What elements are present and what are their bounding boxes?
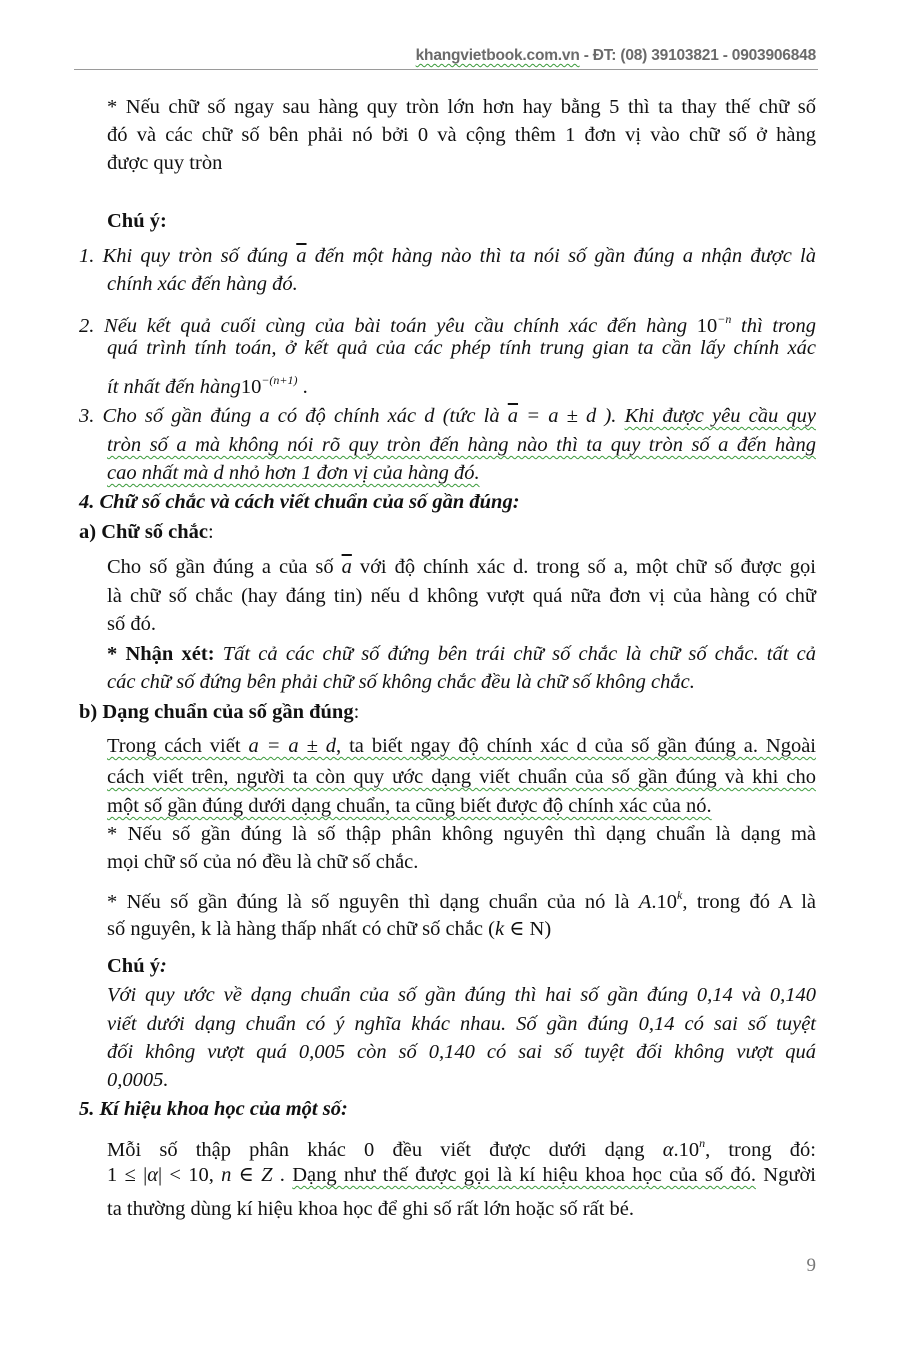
text-run: Z (261, 1164, 273, 1186)
header-rule (74, 69, 818, 70)
text-run: . (272, 1164, 293, 1186)
text-line (107, 460, 480, 486)
text-line (79, 489, 520, 515)
text-run: viết dưới dạng chuẩn có ý nghĩa khác nhau. Số gần đúng 0,14 có sai số tuyệt (107, 1013, 816, 1035)
header-contact: - ĐT: (08) 39103821 - 0903906848 (579, 47, 816, 64)
text-line (107, 882, 817, 913)
header-site: khangvietbook.com.vn (415, 47, 580, 64)
text-line (107, 1130, 816, 1161)
text-run: số nguyên, k là hàng thấp nhất có chữ số chắc (107, 918, 489, 940)
text-run: 10 (696, 315, 718, 337)
text-run: , ta biết ngay độ chính xác d của số gần đúng a. Ngoài (336, 735, 816, 757)
text-run: n (221, 1164, 232, 1186)
text-run: 10 (240, 376, 262, 398)
text-line (107, 122, 816, 148)
text-line (79, 699, 359, 725)
text-run: thì trong (731, 315, 816, 337)
text-run: ( (488, 918, 495, 940)
text-line (79, 403, 816, 429)
text-run: 2. Nếu kết quả cuối cùng của bài toán yêu cầu chính xác đến hàng (79, 315, 697, 337)
superscript: −(n+1) (261, 373, 298, 387)
text-line (107, 94, 816, 120)
text-run: * Nhận xét: (107, 643, 223, 665)
text-line (79, 519, 214, 545)
text-run: cao nhất mà d nhỏ hơn 1 đơn vị của hàng đó. (107, 462, 480, 484)
text-line (107, 611, 156, 637)
text-run: , trong đó A là (682, 891, 817, 913)
text-run: 3. Cho số gần đúng a có độ chính xác d (tức là (79, 405, 508, 427)
text-line (107, 733, 816, 759)
text-run: Dạng như thế được gọi là kí hiệu khoa học của số đó. (292, 1164, 756, 1186)
text-run: là chữ số chắc (hay đáng tin) nếu d không vượt quá nữa đơn vị của hàng có chữ (107, 585, 816, 607)
text-run: 5. Kí hiệu khoa học của một số: (79, 1098, 348, 1120)
text-run: k (494, 918, 505, 940)
text-run: .10 (651, 891, 677, 913)
text-run: đó và các chữ số bên phải nó bởi 0 và cộng thêm 1 đơn vị vào chữ số ở hàng (107, 124, 816, 146)
text-run: ∈ (231, 1164, 262, 1186)
text-run: : (208, 521, 214, 543)
text-run: , trong đó: (705, 1139, 816, 1161)
text-line (107, 1162, 816, 1188)
text-run: $\overline{a}$ (507, 405, 519, 427)
text-run: * Nếu chữ số ngay sau hàng quy tròn lớn hơn hay bằng 5 thì ta thay thế chữ số (107, 96, 816, 118)
text-line (107, 849, 418, 875)
text-run: * Nếu số gần đúng là số thập phân không nguyên thì dạng chuẩn là dạng mà (107, 823, 816, 845)
text-run: Trong cách viết (107, 735, 249, 757)
text-run: α (147, 1164, 158, 1186)
text-run: b) Dạng chuẩn của số gần đúng (79, 701, 354, 723)
superscript: −n (717, 312, 732, 326)
text-run: Với quy ước về dạng chuẩn của số gần đúng thì hai số gần đúng 0,14 và 0,140 (107, 984, 816, 1006)
text-run: * Nếu số gần đúng là số nguyên thì dạng chuẩn của nó là (107, 891, 639, 913)
text-line (107, 1039, 816, 1065)
text-run: tròn số a mà không nói rõ quy tròn đến hàng nào thì ta quy tròn số a đến hàng (107, 434, 816, 456)
text-run: Cho số gần đúng a của số (107, 556, 342, 578)
text-run: = a ± d (258, 735, 337, 757)
text-run: ta thường dùng kí hiệu khoa học để ghi số rất lớn hoặc số rất bé. (107, 1198, 634, 1220)
text-run: các chữ số đứng bên phải chữ số không chắc đều là chữ số không chắc. (107, 671, 695, 693)
text-run: : (159, 955, 167, 977)
text-line (107, 271, 298, 297)
text-line (107, 982, 816, 1008)
text-run: đến một hàng nào thì ta nói số gần đúng a nhận được là (306, 245, 816, 267)
text-run: số đó. (107, 613, 156, 635)
text-line (107, 554, 816, 580)
text-line (107, 150, 222, 176)
text-line (107, 953, 167, 979)
superscript: k (677, 888, 683, 902)
text-line (79, 1096, 348, 1122)
text-line (79, 243, 816, 269)
text-run: quá trình tính toán, ở kết quả của các phép tính trung gian ta cần lấy chính xác (107, 337, 816, 359)
text-run: với độ chính xác d. trong số a, một chữ số được gọi (351, 556, 816, 578)
page-number: 9 (806, 1255, 816, 1276)
text-run: Người (756, 1164, 816, 1186)
text-run: Chú ý (107, 955, 160, 977)
text-run: 1. Khi quy tròn số đúng (79, 245, 297, 267)
text-line (107, 764, 816, 790)
text-run: | < 10, (157, 1164, 222, 1186)
text-line (107, 1196, 634, 1222)
text-line (107, 432, 816, 458)
text-run: Mỗi số thập phân khác 0 đều viết được dưới dạng (107, 1139, 663, 1161)
text-line (107, 367, 308, 400)
text-run: Khi được yêu cầu quy (624, 405, 816, 427)
text-run: 4. Chữ số chắc và cách viết chuẩn của số gần đúng: (79, 491, 520, 513)
text-run: Tất cả các chữ số đứng bên trái chữ số chắc là chữ số chắc. tất cả (222, 643, 816, 665)
text-line (107, 821, 816, 847)
superscript: n (699, 1136, 706, 1150)
text-run: a (248, 735, 259, 757)
text-run: $\overline{a}$ (341, 556, 352, 578)
text-run: 1 ≤ | (107, 1164, 148, 1186)
text-line (107, 793, 712, 819)
text-line (107, 583, 816, 609)
text-run: ít nhất đến hàng (107, 376, 241, 398)
text-run: ∈ N) (504, 918, 552, 940)
text-run: : (353, 701, 360, 723)
text-run: α (662, 1139, 674, 1161)
text-line (107, 641, 816, 667)
text-line (107, 335, 816, 361)
text-run: . (297, 376, 308, 398)
text-run: một số gần đúng dưới dạng chuẩn, ta cũng biết được độ chính xác của nó. (107, 795, 712, 817)
text-run: được quy tròn (107, 152, 223, 174)
text-line (107, 208, 167, 234)
text-run: .10 (673, 1139, 700, 1161)
text-run: 0,0005. (107, 1069, 169, 1091)
text-line (107, 1067, 169, 1093)
text-run: = a ± d ). (518, 405, 625, 427)
text-run: $\overline{a}$ (296, 245, 307, 267)
page-header (416, 47, 816, 65)
text-line (107, 916, 551, 942)
text-run: cách viết trên, người ta còn quy ước dạng viết chuẩn của số gần đúng và khi cho (107, 766, 816, 788)
text-run: chính xác đến hàng đó. (107, 273, 298, 295)
text-run: a) Chữ số chắc (79, 521, 209, 543)
text-line (107, 1011, 816, 1037)
text-run: Chú ý: (107, 210, 167, 232)
text-run: A (638, 891, 652, 913)
text-run: đối không vượt quá 0,005 còn số 0,140 có sai số tuyệt đối không vượt quá (107, 1041, 816, 1063)
text-run: mọi chữ số của nó đều là chữ số chắc. (107, 851, 419, 873)
text-line (107, 669, 695, 695)
text-line (79, 306, 816, 337)
